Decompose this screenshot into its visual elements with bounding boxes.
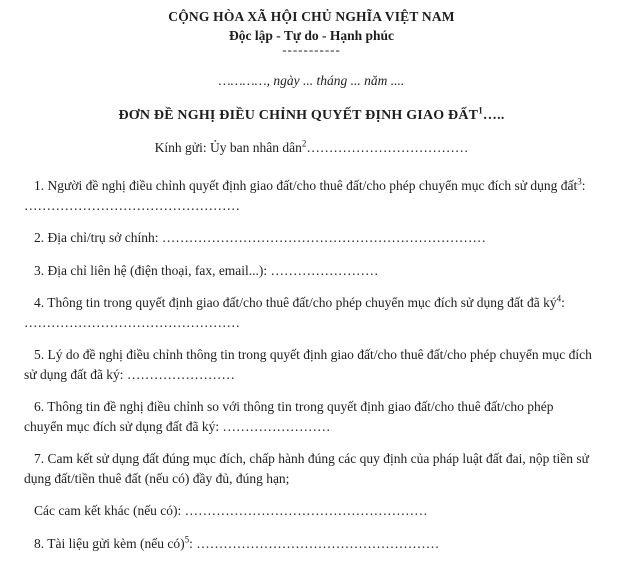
form-item-3-text: 3. Địa chỉ liên hệ (điện thoại, fax, email...): …………………… [34, 262, 379, 278]
form-title-dots: ….. [482, 108, 505, 123]
recipient-footnote-ref: 2 [301, 138, 307, 149]
form-item-4-footnote-ref: 4 [556, 293, 562, 304]
form-item-1 [24, 176, 593, 215]
form-item-7-text: 7. Cam kết sử dụng đất đúng mục đích, chấp hành đúng các quy định của pháp luật đất đai, nộp tiền sử dụng đất/tiền thuê đất (nếu có) đầy đủ, đúng hạn; [24, 451, 589, 486]
form-item-8 [24, 534, 593, 554]
form-title [0, 106, 623, 126]
form-body [0, 176, 623, 553]
form-item-6-text: 6. Thông tin đề nghị điều chỉnh so với thông tin trong quyết định giao đất/cho thuê đất/cho phép chuyển mục đích sử dụng đất đã ký: …………………… [24, 399, 554, 434]
form-item-6 [24, 397, 593, 436]
recipient-line [0, 138, 623, 157]
form-item-2 [24, 228, 593, 248]
date-line: …………, ngày ... tháng ... năm .... [218, 73, 405, 88]
form-item-5-text: 5. Lý do đề nghị điều chỉnh thông tin trong quyết định giao đất/cho thuê đất/cho phép chuyển mục đích sử dụng đất đã ký: …………………… [24, 347, 592, 382]
form-item-4-text: 4. Thông tin trong quyết định giao đất/cho thuê đất/cho phép chuyển mục đích sử dụng đất đã ký [34, 295, 557, 310]
form-item-3 [24, 261, 593, 281]
form-item-4 [24, 293, 593, 332]
form-item-8-blank-dots: : ……………………………………………… [189, 535, 440, 551]
form-item-2-text: 2. Địa chỉ/trụ sở chính: ……………………………………………………………… [34, 230, 486, 245]
recipient-blank-dots: ……………………………… [306, 140, 469, 155]
recipient-label: Kính gửi: Ủy ban nhân dân [154, 140, 302, 155]
form-item-1-footnote-ref: 3 [577, 176, 582, 187]
form-item-5 [24, 345, 593, 384]
form-item-other-commitments [24, 501, 593, 521]
form-item-other-commitments-text: Các cam kết khác (nếu có): ……………………………………………… [34, 503, 428, 518]
national-title: CỘNG HÒA XÃ HỘI CHỦ NGHĨA VIỆT NAM [168, 9, 455, 24]
national-motto: Độc lập - Tự do - Hạnh phúc [228, 28, 395, 43]
form-item-8-footnote-ref: 5 [184, 534, 190, 544]
header-separator: ----------- [282, 42, 341, 57]
form-item-4-blank-dots: : ………………………………………… [24, 295, 565, 330]
form-item-7 [24, 449, 593, 488]
form-item-1-blank-dots: : ………………………………………… [24, 178, 586, 213]
form-title-text: ĐƠN ĐỀ NGHỊ ĐIỀU CHỈNH QUYẾT ĐỊNH GIAO ĐẤT [118, 108, 479, 123]
form-item-1-text: 1. Người đề nghị điều chỉnh quyết định giao đất/cho thuê đất/cho phép chuyển mục đích sử dụng đất [34, 178, 578, 193]
form-item-8-text: 8. Tài liệu gửi kèm (nếu có) [34, 535, 185, 551]
form-title-footnote-ref: 1 [478, 105, 483, 116]
